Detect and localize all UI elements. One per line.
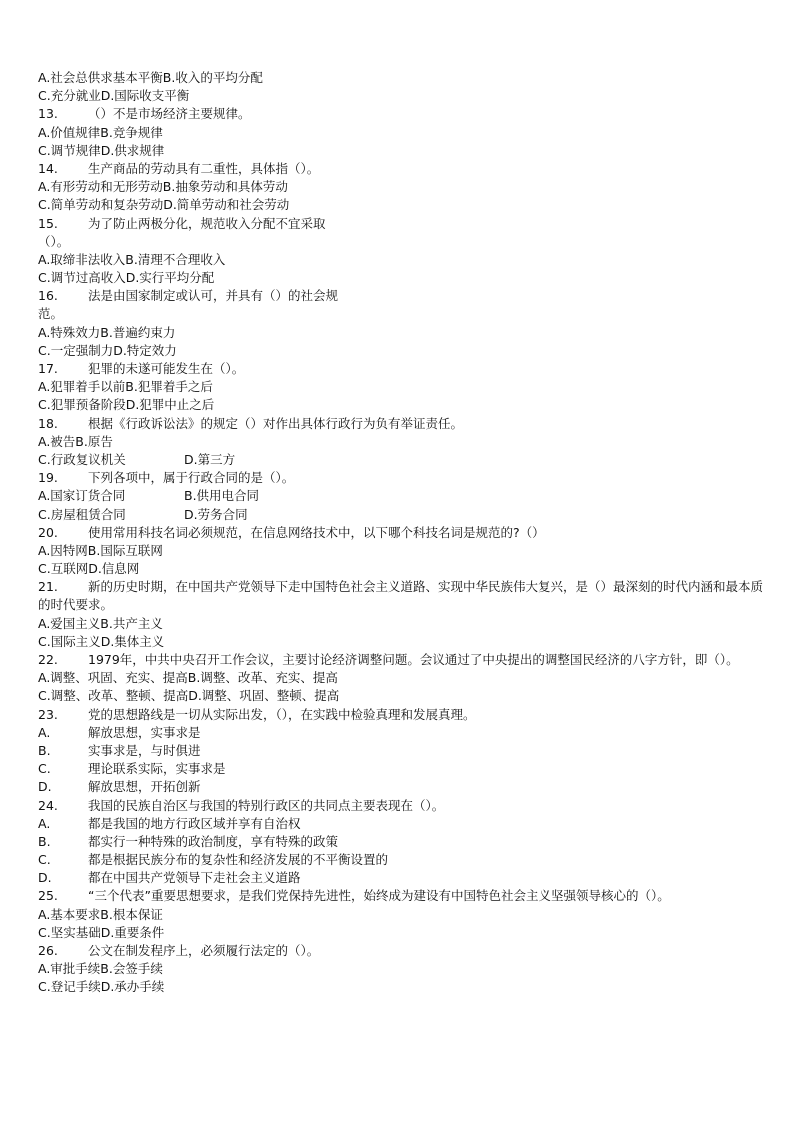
question-number: 16.	[38, 288, 58, 304]
option-letter: A.	[38, 724, 51, 740]
question-line	[38, 797, 764, 815]
option-line	[38, 778, 764, 796]
option-letter: A.	[38, 815, 51, 831]
question-line	[38, 651, 764, 669]
question-line	[38, 942, 764, 960]
question-text: （）不是市场经济主要规律。	[88, 106, 251, 122]
question-number: 14.	[38, 160, 58, 176]
question-number: 26.	[38, 943, 58, 959]
option-line: C.简单劳动和复杂劳动D.简单劳动和社会劳动	[38, 197, 290, 213]
option-a: A.国家订货合同	[38, 488, 126, 504]
option-line: C.调节规律D.供求规律	[38, 142, 165, 158]
question-number: 25.	[38, 888, 58, 904]
option-b: B.供用电合同	[184, 488, 260, 504]
option-line: A.被告B.原告	[38, 433, 113, 449]
question-line	[38, 360, 764, 378]
option-line: C.充分就业D.国际收支平衡	[38, 88, 190, 104]
question-text: 使用常用科技名词必须规范，在信息网络技术中，以下哪个科技名词是规范的?（）	[88, 524, 545, 540]
option-line: C.互联网D.信息网	[38, 561, 140, 577]
option-line: A.调整、巩固、充实、提高B.调整、改革、充实、提高	[38, 670, 338, 686]
question-text: 下列各项中，属于行政合同的是（）。	[88, 470, 295, 486]
option-text: 都实行一种特殊的政治制度，享有特殊的政策	[88, 833, 339, 849]
question-number: 20.	[38, 524, 58, 540]
question-text: 为了防止两极分化，规范收入分配不宜采取	[88, 215, 326, 231]
option-line	[38, 833, 764, 851]
option-text: 解放思想，开拓创新	[88, 779, 201, 795]
question-number: 21.	[38, 579, 58, 595]
option-d: D.第三方	[184, 451, 236, 467]
option-line	[38, 451, 764, 469]
question-text: “三个代表”重要思想要求，是我们党保持先进性，始终成为建设有中国特色社会主义坚强领导核心的（）。	[88, 888, 670, 904]
option-line	[38, 869, 764, 887]
question-number: 22.	[38, 652, 58, 668]
option-line: C.登记手续D.承办手续	[38, 979, 165, 995]
option-line: C.国际主义D.集体主义	[38, 633, 165, 649]
option-line	[38, 815, 764, 833]
option-line: C.犯罪预备阶段D.犯罪中止之后	[38, 397, 215, 413]
question-text-continued: 范。	[38, 306, 64, 322]
question-text: 公文在制发程序上，必须履行法定的（）。	[88, 943, 320, 959]
option-line: A.爱国主义B.共产主义	[38, 615, 163, 631]
question-text: 法是由国家制定或认可，并具有（）的社会规	[88, 288, 339, 304]
option-line: A.犯罪着手以前B.犯罪着手之后	[38, 379, 213, 395]
option-c: C.行政复议机关	[38, 451, 126, 467]
option-line: C.坚实基础D.重要条件	[38, 924, 165, 940]
question-number: 13.	[38, 106, 58, 122]
option-letter: C.	[38, 761, 51, 777]
option-line: C.调节过高收入D.实行平均分配	[38, 270, 215, 286]
option-text: 都是根据民族分布的复杂性和经济发展的不平衡设置的	[88, 852, 389, 868]
question-text-continued: （）。	[38, 233, 70, 249]
question-text: 我国的民族自治区与我国的特别行政区的共同点主要表现在（）。	[88, 797, 445, 813]
question-line	[38, 160, 764, 178]
option-line	[38, 487, 764, 505]
question-number: 15.	[38, 215, 58, 231]
option-line: A.基本要求B.根本保证	[38, 906, 163, 922]
question-number: 23.	[38, 706, 58, 722]
question-line	[38, 887, 764, 905]
option-line: C.一定强制力D.特定效力	[38, 342, 177, 358]
question-number: 19.	[38, 470, 58, 486]
option-c: C.房屋租赁合同	[38, 506, 126, 522]
option-d: D.劳务合同	[184, 506, 248, 522]
question-line	[38, 415, 764, 433]
question-text: 根据《行政诉讼法》的规定（）对作出具体行政行为负有举证责任。	[88, 415, 464, 431]
question-line	[38, 578, 764, 614]
option-line: A.有形劳动和无形劳动B.抽象劳动和具体劳动	[38, 179, 288, 195]
question-text: 生产商品的劳动具有二重性，具体指（）。	[88, 160, 320, 176]
option-line	[38, 851, 764, 869]
question-line	[38, 524, 764, 542]
option-line: A.特殊效力B.普遍约束力	[38, 324, 176, 340]
option-letter: B.	[38, 742, 51, 758]
option-line	[38, 742, 764, 760]
option-line: C.调整、改革、整顿、提高D.调整、巩固、整顿、提高	[38, 688, 340, 704]
option-letter: C.	[38, 852, 51, 868]
option-line: A.取缔非法收入B.清理不合理收入	[38, 251, 226, 267]
option-line: A.因特网B.国际互联网	[38, 542, 163, 558]
option-line: A.价值规律B.竞争规律	[38, 124, 163, 140]
question-number: 17.	[38, 361, 58, 376]
question-text: 犯罪的未遂可能发生在（）。	[88, 361, 245, 376]
option-letter: D.	[38, 779, 52, 795]
question-line	[38, 469, 764, 487]
option-letter: B.	[38, 833, 51, 849]
option-line	[38, 760, 764, 778]
question-number: 18.	[38, 415, 58, 431]
question-text: 1979年，中共中央召开工作会议，主要讨论经济调整问题。会议通过了中央提出的调整国民经济的八字方针，即（）。	[88, 652, 739, 668]
question-line	[38, 215, 764, 233]
option-text: 实事求是，与时俱进	[88, 742, 201, 758]
option-text: 解放思想，实事求是	[88, 724, 201, 740]
option-text: 都是我国的地方行政区域并享有自治权	[88, 815, 301, 831]
option-line	[38, 506, 764, 524]
question-text: 党的思想路线是一切从实际出发，（），在实践中检验真理和发展真理。	[88, 706, 476, 722]
option-letter: D.	[38, 870, 52, 886]
option-text: 都在中国共产党领导下走社会主义道路	[88, 870, 301, 886]
question-line	[38, 105, 764, 123]
question-number: 24.	[38, 797, 58, 813]
question-text: 新的历史时期，在中国共产党领导下走中国特色社会主义道路、实现中华民族伟大复兴，是（）最深刻的时代内涵和最本质的时代要求。	[38, 579, 764, 613]
option-line: A.社会总供求基本平衡B.收入的平均分配	[38, 70, 263, 85]
option-line: A.审批手续B.会签手续	[38, 961, 163, 977]
question-line	[38, 287, 764, 305]
option-text: 理论联系实际，实事求是	[88, 761, 226, 777]
option-line	[38, 724, 764, 742]
question-line	[38, 706, 764, 724]
